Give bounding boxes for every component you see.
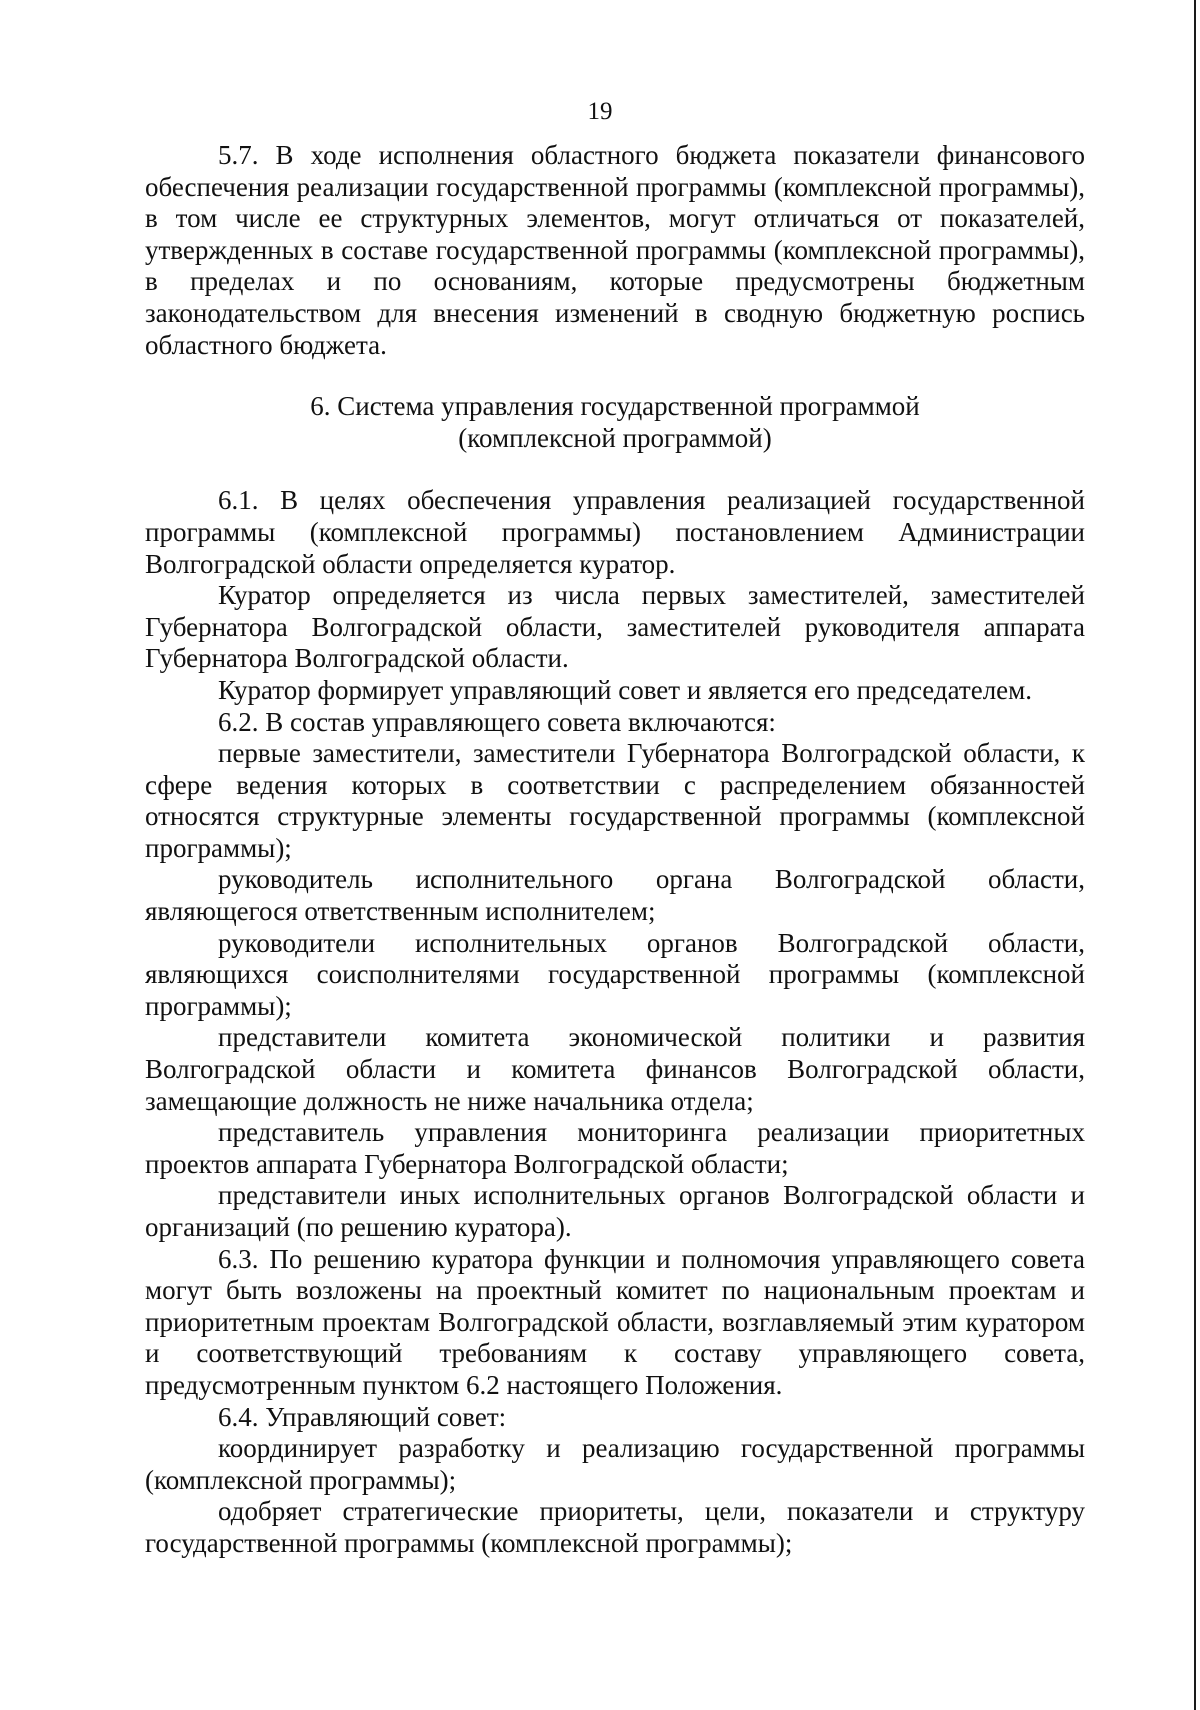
list-item-committee-representatives: представители комитета экономической политики и развития Волгоградской области и комитета финансов Волгоградской области, замещающие должность не ниже начальника отдела; — [145, 1022, 1085, 1116]
list-item-first-deputies: первые заместители, заместители Губернатора Волгоградской области, к сфере ведения которых в соответствии с распределением обязанностей относятся структурные элементы государственной программы (комплексной программы); — [145, 738, 1085, 863]
paragraph-6-4: 6.4. Управляющий совет: — [218, 1401, 507, 1432]
list-item-heads-coexecutors: руководители исполнительных органов Волгоградской области, являющихся соисполнителями государственной программы (комплексной программы); — [145, 927, 1085, 1021]
paragraph-6-1: 6.1. В целях обеспечения управления реализацией государственной программы (комплексной программы) постановлением Администрации Волгоградской области определяется куратор. — [145, 485, 1085, 579]
section-heading-line-1: 6. Система управления государственной программой — [310, 391, 920, 422]
spacer — [145, 361, 1085, 391]
paragraph-6-2: 6.2. В состав управляющего совета включаются: — [218, 706, 776, 737]
list-item-other-representatives: представители иных исполнительных органов Волгоградской области и организаций (по решению куратора). — [145, 1180, 1085, 1242]
list-item-approves: одобряет стратегические приоритеты, цели, показатели и структуру государственной программы (комплексной программы); — [145, 1496, 1085, 1558]
paragraph-curator-council: Куратор формирует управляющий совет и является его председателем. — [218, 674, 1032, 705]
spacer — [145, 454, 1085, 485]
page-number: 19 — [587, 98, 613, 125]
list-item-coordinates: координирует разработку и реализацию государственной программы (комплексной программы); — [145, 1433, 1085, 1495]
paragraph-6-3: 6.3. По решению куратора функции и полномочия управляющего совета могут быть возложены на проектный комитет по национальным проектам и приоритетным проектам Волгоградской области, возглавляемый этим куратором и соответствующий требованиям к составу управляющего совета, предусмотренным пунктом 6.2 настоящего Положения. — [145, 1243, 1085, 1400]
section-heading-line-2: (комплексной программой) — [458, 422, 772, 453]
document-body — [145, 140, 1085, 1560]
list-item-monitoring-representative: представитель управления мониторинга реализации приоритетных проектов аппарата Губернатора Волгоградской области; — [145, 1117, 1085, 1179]
paragraph-curator-selection: Куратор определяется из числа первых заместителей, заместителей Губернатора Волгоградской области, заместителей руководителя аппарата Губернатора Волгоградской области. — [145, 580, 1085, 674]
scan-edge-artifact — [1194, 0, 1196, 1710]
paragraph-5-7: 5.7. В ходе исполнения областного бюджета показатели финансового обеспечения реализации государственной программы (комплексной программы), в том числе ее структурных элементов, могут отличаться от показателей, утвержденных в составе государственной программы (комплексной программы), в пределах и по основаниям, которые предусмотрены бюджетным законодательством для внесения изменений в сводную бюджетную роспись областного бюджета. — [145, 140, 1085, 360]
list-item-head-responsible: руководитель исполнительного органа Волгоградской области, являющегося ответственным исполнителем; — [145, 864, 1085, 927]
